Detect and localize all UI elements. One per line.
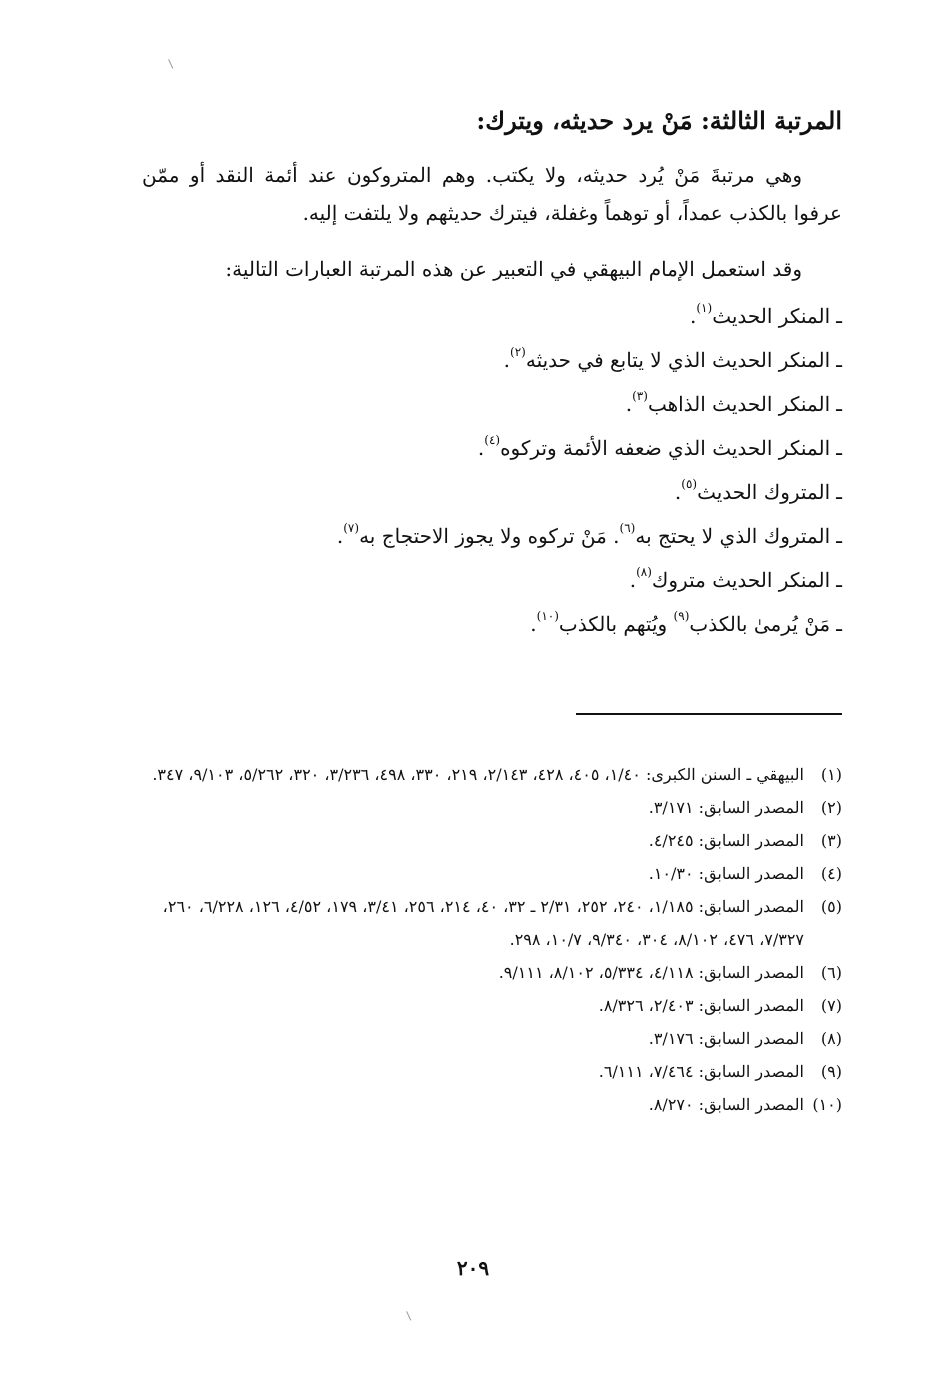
expressions-list [142, 294, 842, 646]
footnote-ref[interactable]: (٢) [510, 344, 526, 359]
page-number: ٢٠٩ [456, 1256, 490, 1280]
list-item-end: . [530, 611, 537, 636]
footnote-text: المصدر السابق: ٧/٤٦٤، ٦/١١١. [598, 1062, 804, 1081]
footnote-text: المصدر السابق: ٨/٢٧٠. [648, 1095, 804, 1114]
dash-bullet: ـ [836, 303, 842, 328]
list-item [142, 470, 842, 514]
list-item-end: . [674, 479, 682, 504]
list-item-end: . [336, 523, 344, 548]
footnote-number: (٦) [820, 963, 842, 982]
footnote [142, 857, 842, 890]
footnote-number: (٩) [820, 1062, 842, 1081]
footnote-number: (٤) [820, 864, 842, 883]
dash-bullet: ـ [836, 567, 842, 592]
footnote-number: (٨) [820, 1029, 842, 1048]
dash-bullet: ـ [836, 347, 842, 372]
footnote-number: (٥) [820, 897, 842, 916]
list-item-end: . [690, 303, 697, 328]
list-item [142, 426, 842, 470]
list-item-text: المنكر الحديث الذي ضعفه الأئمة وتركوه [500, 435, 831, 460]
footnote-ref[interactable]: (٤) [484, 432, 501, 447]
list-item-text: المنكر الحديث [712, 303, 831, 328]
footnote [142, 824, 842, 857]
footnote-text: المصدر السابق: ١٠/٣٠. [648, 864, 804, 883]
dash-bullet: ـ [836, 611, 842, 636]
footnote-text: المصدر السابق: ٢/٤٠٣، ٨/٣٢٦. [598, 996, 804, 1015]
footnote-text: المصدر السابق: ١/١٨٥، ٢٤٠، ٢٥٢، ٢/٣١ ـ ٣٢، ٤٠، ٢١٤، ٢٥٦، ٣/٤١، ١٧٩، ٤/٥٢، ١٢٦، ٦/٢٢٨، ٢٦٠، ٧/٣٢٧، ٤٧٦، ٨/١٠٢، ٣٠٤، ٩/٣٤٠، ١٠/٧، ٢٩٨. [162, 897, 804, 949]
list-item-text-continued: ويُتهم بالكذب [558, 611, 674, 636]
footnote [142, 1055, 842, 1088]
list-item [142, 558, 842, 602]
footnote-ref[interactable]: (١) [696, 300, 713, 315]
list-item [142, 382, 842, 426]
footnote [142, 1088, 842, 1121]
footnote-ref[interactable]: (٦) [619, 520, 636, 535]
footnote-number: (٢) [820, 798, 842, 817]
list-item [142, 338, 842, 382]
list-item-end: . [503, 347, 511, 372]
footnote-text: المصدر السابق: ٤/٢٤٥. [648, 831, 804, 850]
dash-bullet: ـ [836, 435, 842, 460]
list-item-text-continued: . مَنْ تركوه ولا يجوز الاحتجاج به [359, 523, 620, 548]
footnote [142, 1022, 842, 1055]
footnote-ref[interactable]: (٩) [673, 608, 690, 623]
footnote-text: المصدر السابق: ٣/١٧١. [648, 798, 804, 817]
footnote-ref[interactable]: (٨) [636, 564, 652, 579]
footnote-ref[interactable]: (٥) [681, 476, 698, 491]
list-item-text: المنكر الحديث الذاهب [647, 391, 831, 416]
footnote-separator [576, 713, 842, 715]
list-item-text: المنكر الحديث متروك [651, 567, 831, 592]
footnote-number: (٣) [820, 831, 842, 850]
footnote [142, 758, 842, 791]
list-item-text: المتروك الذي لا يحتج به [635, 523, 831, 548]
footnote [142, 890, 842, 956]
footnote-number: (١٠) [812, 1095, 842, 1114]
list-item [142, 602, 842, 646]
footnote [142, 791, 842, 824]
list-item-end: . [477, 435, 485, 460]
footnotes-section [142, 758, 842, 1121]
dash-bullet: ـ [836, 523, 842, 548]
list-item-text: مَنْ يُرمىٰ بالكذب [689, 611, 831, 636]
footnote-ref[interactable]: (١٠) [536, 608, 559, 623]
dash-bullet: ـ [836, 391, 842, 416]
list-item [142, 514, 842, 558]
footnote-text: البيهقي ـ السنن الكبرى: ١/٤٠، ٤٠٥، ٤٢٨، ٢/١٤٣، ٢١٩، ٣٣٠، ٤٩٨، ٣/٢٣٦، ٣٢٠، ٥/٢٦٢، ٩/١٠٣، ٣٤٧. [152, 765, 804, 784]
scan-speck [406, 1309, 415, 1320]
footnote [142, 989, 842, 1022]
dash-bullet: ـ [836, 479, 842, 504]
list-item-text: المتروك الحديث [697, 479, 831, 504]
footnote-number: (٧) [820, 996, 842, 1015]
footnote [142, 956, 842, 989]
footnote-text: المصدر السابق: ٣/١٧٦. [648, 1029, 804, 1048]
footnote-ref[interactable]: (٧) [343, 520, 360, 535]
main-text [142, 104, 842, 646]
section-heading: المرتبة الثالثة: مَنْ يرد حديثه، ويترك: [476, 106, 842, 135]
lead-in-paragraph: وقد استعمل الإمام البيهقي في التعبير عن هذه المرتبة العبارات التالية: [225, 256, 802, 281]
footnote-number: (١) [820, 765, 842, 784]
list-item-end: . [629, 567, 637, 592]
list-item [142, 294, 842, 338]
list-item-end: . [625, 391, 633, 416]
scan-speck [168, 57, 177, 68]
intro-paragraph: وهي مرتبةَ مَنْ يُرد حديثه، ولا يكتب. وهم المتروكون عند أئمة النقد أو ممّن عرفوا بالكذب عمداً، أو توهماً وغفلة، فيترك حديثهم ولا يلتفت إليه. [142, 162, 842, 225]
footnote-text: المصدر السابق: ٤/١١٨، ٥/٣٣٤، ٨/١٠٢، ٩/١١١. [498, 963, 804, 982]
footnote-ref[interactable]: (٣) [632, 388, 648, 403]
list-item-text: المنكر الحديث الذي لا يتابع في حديثه [525, 347, 831, 372]
